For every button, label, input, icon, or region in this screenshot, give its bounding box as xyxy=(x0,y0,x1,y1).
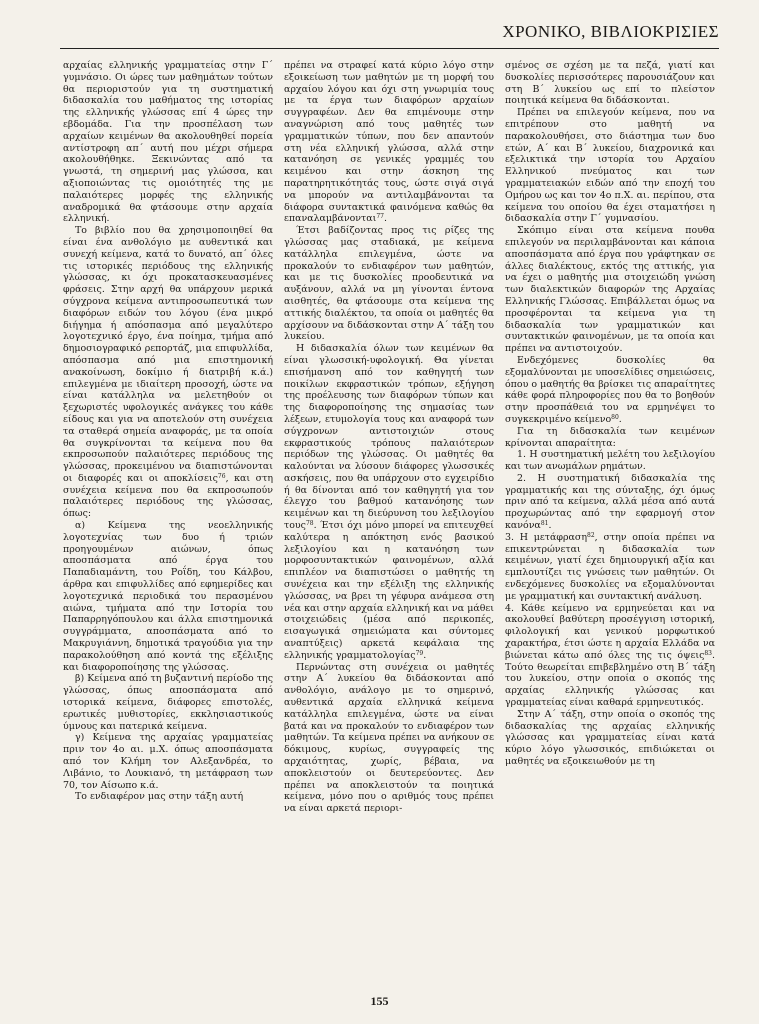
paragraph xyxy=(284,343,494,662)
footnote-ref: 76 xyxy=(217,472,226,480)
paragraph xyxy=(505,603,715,709)
footnote-ref: 77 xyxy=(376,213,384,221)
text-column-3 xyxy=(505,60,715,980)
paragraph-text: Η διδασκαλία όλων των κειμένων θα είναι γλωσσική-υφολογική. Θα γίνεται επισήμανση από τον καθηγητή των ποικίλων εκφραστικών τρόπων, εξήγηση της προέλευσης των διαφόρων τύπων και της διαφοροποίησης της σημασίας των λέξεων, ετυμολογία τους και αναφορά των σύγχρονων αντιστοιχιών στους εκφραστικούς τρόπους παλαιότερων περιόδων της γλώσσας. Οι μαθητές θα καλούνται να λύσουν διάφορες γλωσσικές ασκήσεις, που θα υπάρχουν στο εγχειρίδιο ή θα δίνονται από τον καθηγητή για τον έλεγχο του βαθμού κατανόησης των κειμένων και τη διεύρυνση του λεξιλογίου τους xyxy=(284,343,494,532)
paragraph-text: Έτσι βαδίζοντας προς τις ρίζες της γλώσσας μας σταδιακά, με κείμενα κατάλληλα επιλεγμένα, ώστε να προκαλούν το ενδιαφέρον των μαθητών, και με τις δυσκολίες προοδευτικά να αυξάνουν, αλλά να μη γίνονται έντονα αισθητές, θα φτάσουμε στα κείμενα της αττικής διαλέκτου, τα οποία οι μαθητές θα αρχίσουν να διδάσκονται στην Α΄ τάξη του λυκείου. xyxy=(284,225,494,343)
paragraph-text: 3. Η μετάφραση xyxy=(505,531,588,543)
running-head: ΧΡΟΝΙΚΟ, ΒΙΒΛΙΟΚΡΙΣΙΕΣ xyxy=(502,22,719,41)
paragraph-text: 4. Κάθε κείμενο να ερμηνεύεται και να ακολουθεί βαθύτερη προσέγγιση ιστορική, φιλολογική και γενικού μορφωτικού χαρακτήρα, έτσι ώστε η αρχαία Ελλάδα να βιώνεται κάτω από όλες της τις όψεις xyxy=(505,602,715,661)
paragraph-text: . xyxy=(423,649,427,661)
paragraph xyxy=(63,225,273,520)
paragraph-text: Σκόπιμο είναι στα κείμενα πουθα επιλεγούν να περιλαμβάνονται και κάποια αποσπάσματα από έργα που γράφτηκαν σε άλλες διαλέκτους, εκτός της αττικής, για να έχει ο μαθητής μια στοιχειώδη γνώση των διαλεκτικών διαφορών της Αρχαίας Ελληνικής Γλώσσας. Επιβάλλεται όμως να προσφέρονται τα κείμενα για τη διδασκαλία των γραμματικών και συντακτικών φαινομένων, με τα οποία και πρέπει να αντιστοιχούν. xyxy=(505,225,715,355)
paragraph-text: β) Κείμενα από τη βυζαντινή περίοδο της γλώσσας, όπως αποσπάσματα από ιστορικά κείμενα, διάφορες επιστολές, ερωτικές μυθιστορίες, εκκλησιαστικούς ύμνους και πατερικά κείμενα. xyxy=(63,673,273,732)
paragraph-text: 2. Η συστηματική διδασκαλία της γραμματικής και της σύνταξης, όχι όμως πριν από τα κείμενα, αλλά μέσα από αυτά προχωρώντας από την εφαρμογή στον κανόνα xyxy=(505,472,715,532)
paragraph xyxy=(505,60,715,107)
paragraph xyxy=(505,225,715,355)
paragraph xyxy=(63,673,273,732)
paragraph xyxy=(505,107,715,225)
paragraph-text: . xyxy=(548,520,552,532)
paragraph-text: , στην οποία πρέπει να επικεντρώνεται η διδασκαλία των κειμένων, γιατί έχει δημιουργική αξία και εμπλουτίζει τις γνώσεις των μαθητών. Οι ενδεχόμενες δυσκολίες να εξομαλύνονται με γραμματική και συντακτική ανάλυση. xyxy=(505,531,715,602)
text-column-1 xyxy=(63,60,273,980)
paragraph-text: Στην Α΄ τάξη, στην οποία ο σκοπός της διδασκαλίας της αρχαίας ελληνικής γλώσσας και γραμματείας είναι κατά κύριο λόγο γλωσσικός, επιδιώκεται οι μαθητές να εξοικειωθούν με τη xyxy=(505,708,715,768)
paragraph-text: Το ενδιαφέρον μας στην τάξη αυτή xyxy=(75,791,244,803)
paragraph-text: . Τούτο θεωρείται επιβεβλημένο στη Β΄ τάξη του λυκείου, στην οποία ο σκοπός της αρχαίας ελληνικής γλώσσας και γραμματείας είναι καθαρά ερμηνευτικός. xyxy=(505,649,715,709)
footnote-ref: 78 xyxy=(305,520,314,528)
paragraph xyxy=(505,532,715,603)
paragraph xyxy=(63,520,273,673)
header-rule xyxy=(60,48,719,49)
paragraph xyxy=(284,60,494,225)
paragraph-text: Το βιβλίο που θα χρησιμοποιηθεί θα είναι ένα ανθολόγιο με αυθεντικά και συνεχή κείμενα, κατά το δυνατό, απ΄ όλες τις ιστορικές περιόδους της ελληνικής γλώσσας, κι όχι προκατασκευασμένες φράσεις. Στην αρχή θα υπάρχουν μερικά σύγχρονα κείμενα αντιπροσωπευτικά των διαφόρων ειδών του λόγου (ένα μικρό διήγημα ή απόσπασμα από μεγαλύτερο λογοτεχνικό έργο, ένα ποίημα, τμήμα από δημοσιογραφικό ρεπορτάζ, μια επιφυλλίδα, απόσπασμα από μια επιστημονική ανακοίνωση, δοκίμιο ή διατριβή κ.ά.) επιλεγμένα με ιδιαίτερη προσοχή, ώστε να είναι κατάλληλα να μελετηθούν οι ξεχωριστές υφολογικές ανάγκες του κάθε είδους και για να αποτελούν στη συνέχεια τα σταθερά σημεία αναφοράς, με τα οποία θα συγκρίνονται τα κείμενα που θα εκπροσωπούν παλαιότερες περιόδους της γλώσσας, προκειμένου να διαπιστώνονται οι διαφορές και οι αποκλίσεις xyxy=(63,225,273,484)
paragraph-text: πρέπει να στραφεί κατά κύριο λόγο στην εξοικείωση των μαθητών με τη μορφή του αρχαίου λόγου και όχι στη γνωριμία τους με τα έργα των διαφόρων αρχαίων συγγραφέων. Δεν θα επιμένουμε στην αναγνώριση από τους μαθητές των γραμματικών τύπων, που δεν απαντούν στη νέα ελληνική γλώσσα, αλλά στην κατανόηση σε γενικές γραμμές του κειμένου και στην άσκηση της παρατηρητικότητάς τους, ώστε σιγά σιγά να μπορούν να αντιλαμβάνονται τα διάφορα συντακτικά φαινόμενα καθώς θα επαναλαμβάνονται xyxy=(284,60,494,225)
footnote-ref: 83 xyxy=(704,649,712,657)
paragraph-text: α) Κείμενα της νεοελληνικής λογοτεχνίας των δυο ή τριών προηγουμένων αιώνων, όπως αποσπάσματα από έργα του Παπαδιαμάντη, του Ροΐδη, του Κάλβου, άρθρα και επιφυλλίδες από εφημερίδες και λογοτεχνικά περιοδικά του περασμένου αιώνα, τμήματα από την Ιστορία του Παπαρρηγόπουλου και άλλα επιστημονικά συγγράμματα, αποσπάσματα από το Μακρυγιάννη, δημοτικά τραγούδια για την παρακολούθηση από κοντά της εξέλιξης και διαφοροποίησης της γλώσσας. xyxy=(63,520,273,673)
text-column-2 xyxy=(284,60,494,980)
paragraph-text: . Έτσι όχι μόνο μπορεί να επιτευχθεί καλύτερα η απόκτηση ενός βασικού λεξιλογίου και η κατανόηση των μορφοσυντακτικών φαινομένων, αλλά επιπλέον να διαπιστώσει ο μαθητής τη συνέχεια και την εξέλιξη της ελληνικής γλώσσας, να βρει τη γέφυρα ανάμεσα στη νέα και στην αρχαία ελληνική και να μάθει στοιχειώδεις (μέσα από περικοπές, εισαγωγικά σημειώματα και σύντομες αναπτύξεις) αρκετά κεφάλαια της ελληνικής γραμματολογίας xyxy=(284,520,494,661)
paragraph-text: αρχαίας ελληνικής γραμματείας στην Γ΄ γυμνάσιο. Οι ώρες των μαθημάτων τούτων θα περιοριστούν για τη συστηματική διδασκαλία του μαθήματος της ιστορίας της ελληνικής γλώσσας επί 4 ώρες την εβδομάδα. Για την προσπέλαση των αρχαίων κειμένων θα ακολουθηθεί πορεία αντίστροφη απ΄ αυτή που μέχρι σήμερα ακολουθήθηκε. Ξεκινώντας από τα γνωστά, τη σημερινή μας γλώσσα, και αξιοποιώντας τις ομοιότητές της με παλαιότερες μορφές της ελληνικής αναδρομικά θα φτάσουμε στην αρχαία ελληνική. xyxy=(63,60,273,225)
page-number: 155 xyxy=(370,994,389,1008)
paragraph-text: Για τη διδασκαλία των κειμένων κρίνονται απαραίτητα: xyxy=(505,425,715,449)
paragraph-text: Πρέπει να επιλεγούν κείμενα, που να επιτρέπουν στο μαθητή να παρακολουθήσει, στο διάστημα των δυο ετών, Α΄ και Β΄ λυκείου, διαχρονικά και εξελικτικά την ιστορία του Αρχαίου Ελληνικού πνεύματος και των γραμματειακών ειδών από την εποχή του Ομήρου ως και τον 4ο π.Χ. αι. περίπου, στα κείμενα του οποίου θα έχει σταματήσει η διδασκαλία στην Γ΄ γυμνασίου. xyxy=(505,107,715,225)
paragraph-text: Περνώντας στη συνέχεια οι μαθητές στην Α΄ λυκείου θα διδάσκονται από ανθολόγιο, ανάλογο με το σημερινό, αυθεντικά αρχαία ελληνικά κείμενα κατάλληλα επιλεγμένα, ώστε να είναι βατά και να προκαλούν το ενδιαφέρον των μαθητών. Τα κείμενα πρέπει να ανήκουν σε δόκιμους, κυρίως, συγγραφείς της αρχαιότητας, χωρίς, βέβαια, να αποκλειστούν οι δευτερεύοντες. Δεν πρέπει να αποκλειστούν τα ποιητικά κείμενα, μόνο που ο αριθμός τους πρέπει να είναι αρκετά περιορι- xyxy=(284,661,494,815)
paragraph xyxy=(63,732,273,791)
paragraph xyxy=(505,473,715,532)
paragraph xyxy=(505,426,715,450)
paragraph xyxy=(284,662,494,815)
paragraph xyxy=(63,791,273,803)
paragraph-text: σμένος σε σχέση με τα πεζά, γιατί και δυσκολίες περισσότερες παρουσιάζουν και στη Β΄ λυκείου ως επί το πλείστον ποιητικά κείμενα θα διδάσκονται. xyxy=(505,60,715,107)
paragraph-text: . xyxy=(383,213,387,225)
footnote-ref: 82 xyxy=(587,531,595,539)
paragraph xyxy=(63,60,273,225)
footnote-ref: 81 xyxy=(540,520,549,528)
paragraph-text: 1. Η συστηματική μελέτη του λεξιλογίου και των ανωμάλων ρημάτων. xyxy=(505,449,715,473)
paragraph-text: , και στη συνέχεια κείμενα που θα εκπροσωπούν παλαιότερες περιόδους της γλώσσας, όπως: xyxy=(63,472,273,520)
paragraph xyxy=(505,709,715,768)
footnote-ref: 79 xyxy=(415,649,424,657)
paragraph-text: . xyxy=(618,413,622,425)
paragraph xyxy=(284,225,494,343)
footnote-ref: 80 xyxy=(611,413,619,421)
paragraph xyxy=(505,449,715,473)
paragraph xyxy=(505,355,715,426)
paragraph-text: γ) Κείμενα της αρχαίας γραμματείας πριν τον 4ο αι. μ.Χ. όπως αποσπάσματα από τον Κλήμη τον Αλεξανδρέα, το Λιβάνιο, το Λουκιανό, τη μετάφραση των 70, τον Αίσωπο κ.ά. xyxy=(63,732,273,791)
paragraph-text: Ενδεχόμενες δυσκολίες θα εξομαλύνονται με υποσελίδιες σημειώσεις, όπου ο μαθητής θα βρίσκει τις απαραίτητες κάθε φορά πληροφορίες που θα το βοηθούν στην προσπάθειά του να ερμηνέψει το συγκεκριμένο κείμενο xyxy=(505,354,715,425)
